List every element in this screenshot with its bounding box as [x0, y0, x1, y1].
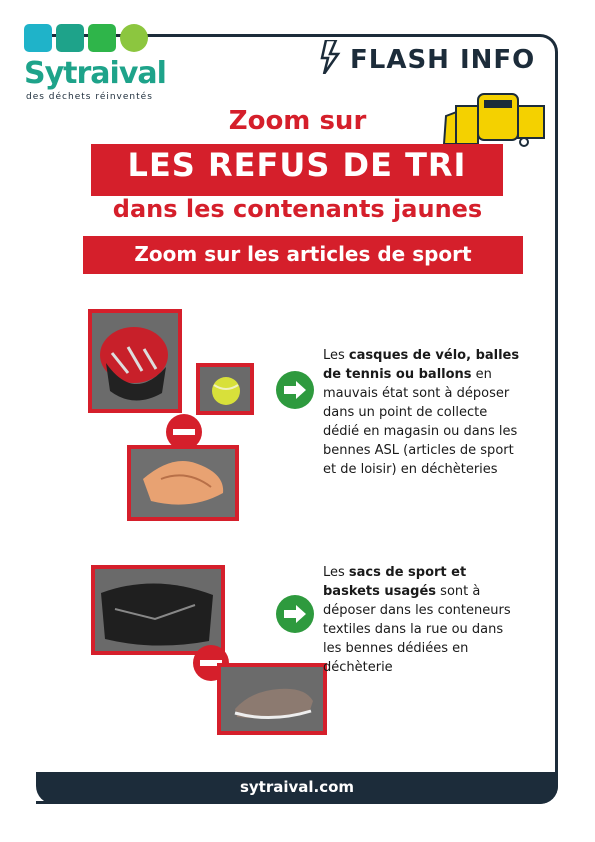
section2-bold: sacs de sport et baskets usagés	[323, 565, 467, 599]
logo-square	[24, 24, 52, 52]
logo-square	[120, 24, 148, 52]
title-line-3: dans les contenants jaunes	[112, 195, 483, 223]
arrow-right-icon	[276, 595, 314, 633]
section2-description	[323, 563, 523, 677]
subtitle: Zoom sur les articles de sport	[134, 242, 472, 266]
section2-text-post: sont à déposer dans les conteneurs textiles dans la rue ou dans les bennes dédiées en déchèterie	[323, 584, 511, 675]
logo-tagline: des déchets réinventés	[26, 92, 153, 102]
section1-bold: casques de vélo, balles de tennis ou ballons	[323, 348, 520, 382]
title-line-2: LES REFUS DE TRI	[127, 146, 467, 184]
sneaker-photo	[217, 663, 327, 735]
helmet-photo	[88, 309, 182, 413]
logo-square	[56, 24, 84, 52]
logo-square	[88, 24, 116, 52]
section1-text-pre: Les	[323, 348, 349, 363]
logo-name: Sytraival	[24, 56, 166, 91]
section1-description	[323, 346, 523, 479]
deflated-ball-photo	[127, 445, 239, 521]
lightning-icon	[320, 40, 342, 74]
section1-text-post: en mauvais état sont à déposer dans un point de collecte dédié en magasin ou dans les bennes ASL (articles de sport et de loisir) en déchèteries	[323, 367, 518, 477]
flash-info-title: FLASH INFO	[350, 45, 536, 75]
tennis-ball-photo	[196, 363, 254, 415]
title-line-1: Zoom sur	[228, 106, 367, 136]
footer-url[interactable]: sytraival.com	[239, 778, 355, 796]
section2-text-pre: Les	[323, 565, 349, 580]
arrow-right-icon	[276, 371, 314, 409]
sport-bag-photo	[91, 565, 225, 655]
logo-squares	[24, 24, 148, 52]
